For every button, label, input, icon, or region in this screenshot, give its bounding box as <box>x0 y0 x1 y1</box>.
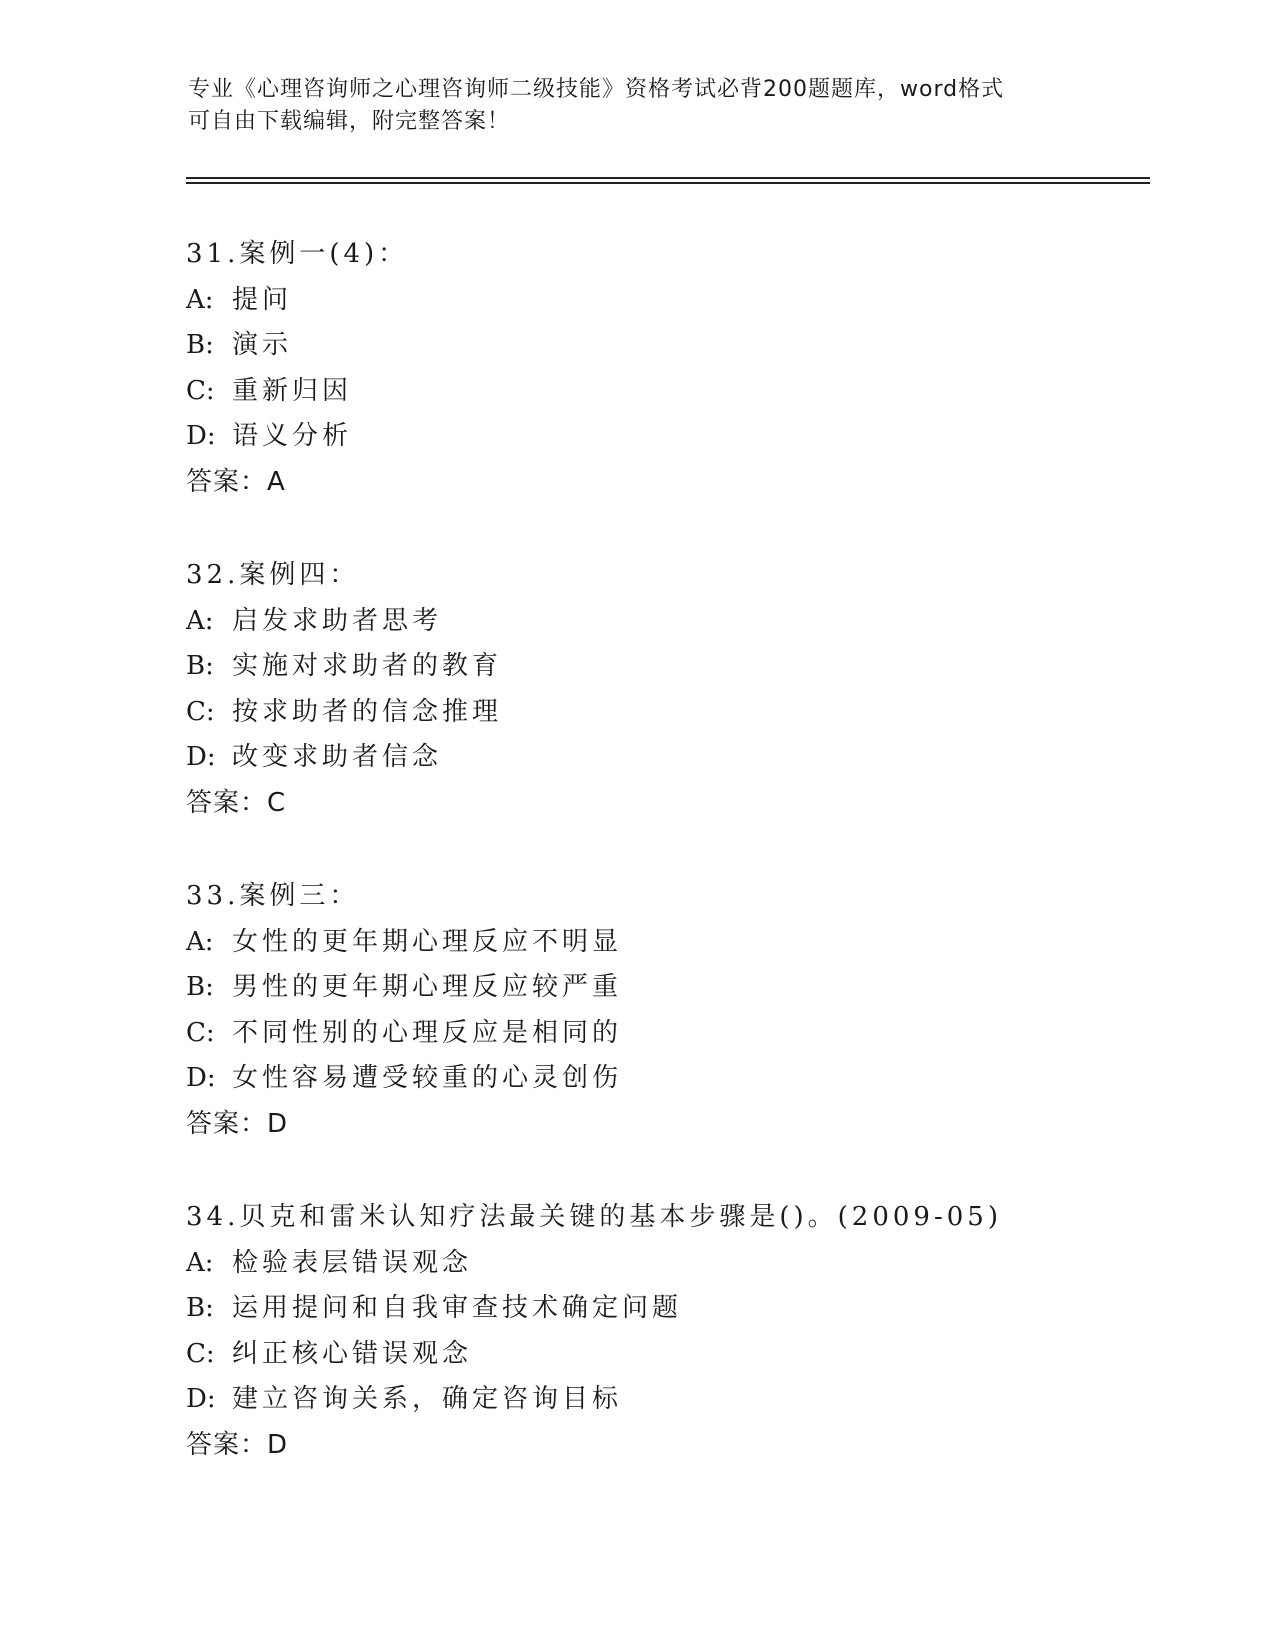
option-letter: C: <box>186 696 215 727</box>
question-list <box>186 232 1146 1516</box>
option-text: 不同性别的心理反应是相同的 <box>232 1017 623 1048</box>
option-letter: A: <box>186 284 214 315</box>
header-rule-bottom <box>186 182 1150 184</box>
answer-line: 答案：A <box>186 466 286 497</box>
option-text: 运用提问和自我审查技术确定问题 <box>232 1293 683 1323</box>
answer-line: 答案：C <box>186 787 287 818</box>
question-title: 32.案例四： <box>186 560 360 590</box>
option-a <box>186 920 1146 966</box>
option-b <box>186 644 1146 690</box>
option-a <box>186 278 1146 324</box>
option-c <box>186 369 1146 415</box>
option-letter: C: <box>186 375 215 406</box>
document-header <box>188 74 1068 138</box>
option-text: 检验表层错误观念 <box>232 1247 473 1278</box>
question-34 <box>186 1195 1146 1468</box>
option-text: 按求助者的信念推理 <box>232 696 503 727</box>
option-letter: B: <box>186 972 214 1002</box>
option-text: 建立咨询关系，确定咨询目标 <box>232 1384 623 1414</box>
option-letter: B: <box>186 330 214 360</box>
option-letter: D: <box>186 742 216 772</box>
option-letter: A: <box>186 926 214 957</box>
option-letter: B: <box>186 651 214 681</box>
question-title: 31.案例一(4)： <box>186 239 409 269</box>
option-a <box>186 599 1146 645</box>
option-text: 提问 <box>232 284 293 315</box>
option-c <box>186 1011 1146 1057</box>
option-b <box>186 965 1146 1011</box>
option-c <box>186 690 1146 736</box>
option-b <box>186 323 1146 369</box>
question-title: 33.案例三： <box>186 881 360 911</box>
option-text: 启发求助者思考 <box>232 605 443 636</box>
option-d <box>186 414 1146 460</box>
option-text: 语义分析 <box>232 421 353 451</box>
option-letter: A: <box>186 605 214 636</box>
answer-line: 答案：D <box>186 1429 289 1460</box>
option-text: 男性的更年期心理反应较严重 <box>232 972 623 1002</box>
option-letter: C: <box>186 1017 215 1048</box>
option-text: 演示 <box>232 330 293 360</box>
option-text: 实施对求助者的教育 <box>232 651 503 681</box>
option-letter: B: <box>186 1293 214 1323</box>
option-a <box>186 1241 1146 1287</box>
option-text: 女性的更年期心理反应不明显 <box>232 926 623 957</box>
question-32 <box>186 553 1146 826</box>
option-text: 重新归因 <box>232 375 353 406</box>
question-33 <box>186 874 1146 1147</box>
option-letter: D: <box>186 421 216 451</box>
header-line-1: 专业《心理咨询师之心理咨询师二级技能》资格考试必背200题题库，word格式 <box>188 77 1005 102</box>
option-b <box>186 1286 1146 1332</box>
header-rule-top <box>186 177 1150 179</box>
question-title: 34.贝克和雷米认知疗法最关键的基本步骤是()。(2009-05) <box>186 1202 1002 1232</box>
option-text: 女性容易遭受较重的心灵创伤 <box>232 1063 623 1093</box>
option-d <box>186 1377 1146 1423</box>
option-letter: D: <box>186 1063 216 1093</box>
answer-line: 答案：D <box>186 1108 289 1139</box>
option-letter: C: <box>186 1338 215 1369</box>
question-31 <box>186 232 1146 505</box>
option-text: 改变求助者信念 <box>232 742 443 772</box>
option-c <box>186 1332 1146 1378</box>
option-letter: A: <box>186 1247 214 1278</box>
option-d <box>186 1056 1146 1102</box>
option-letter: D: <box>186 1384 216 1414</box>
option-text: 纠正核心错误观念 <box>232 1338 473 1369</box>
header-line-2: 可自由下载编辑，附完整答案！ <box>188 109 511 134</box>
option-d <box>186 735 1146 781</box>
